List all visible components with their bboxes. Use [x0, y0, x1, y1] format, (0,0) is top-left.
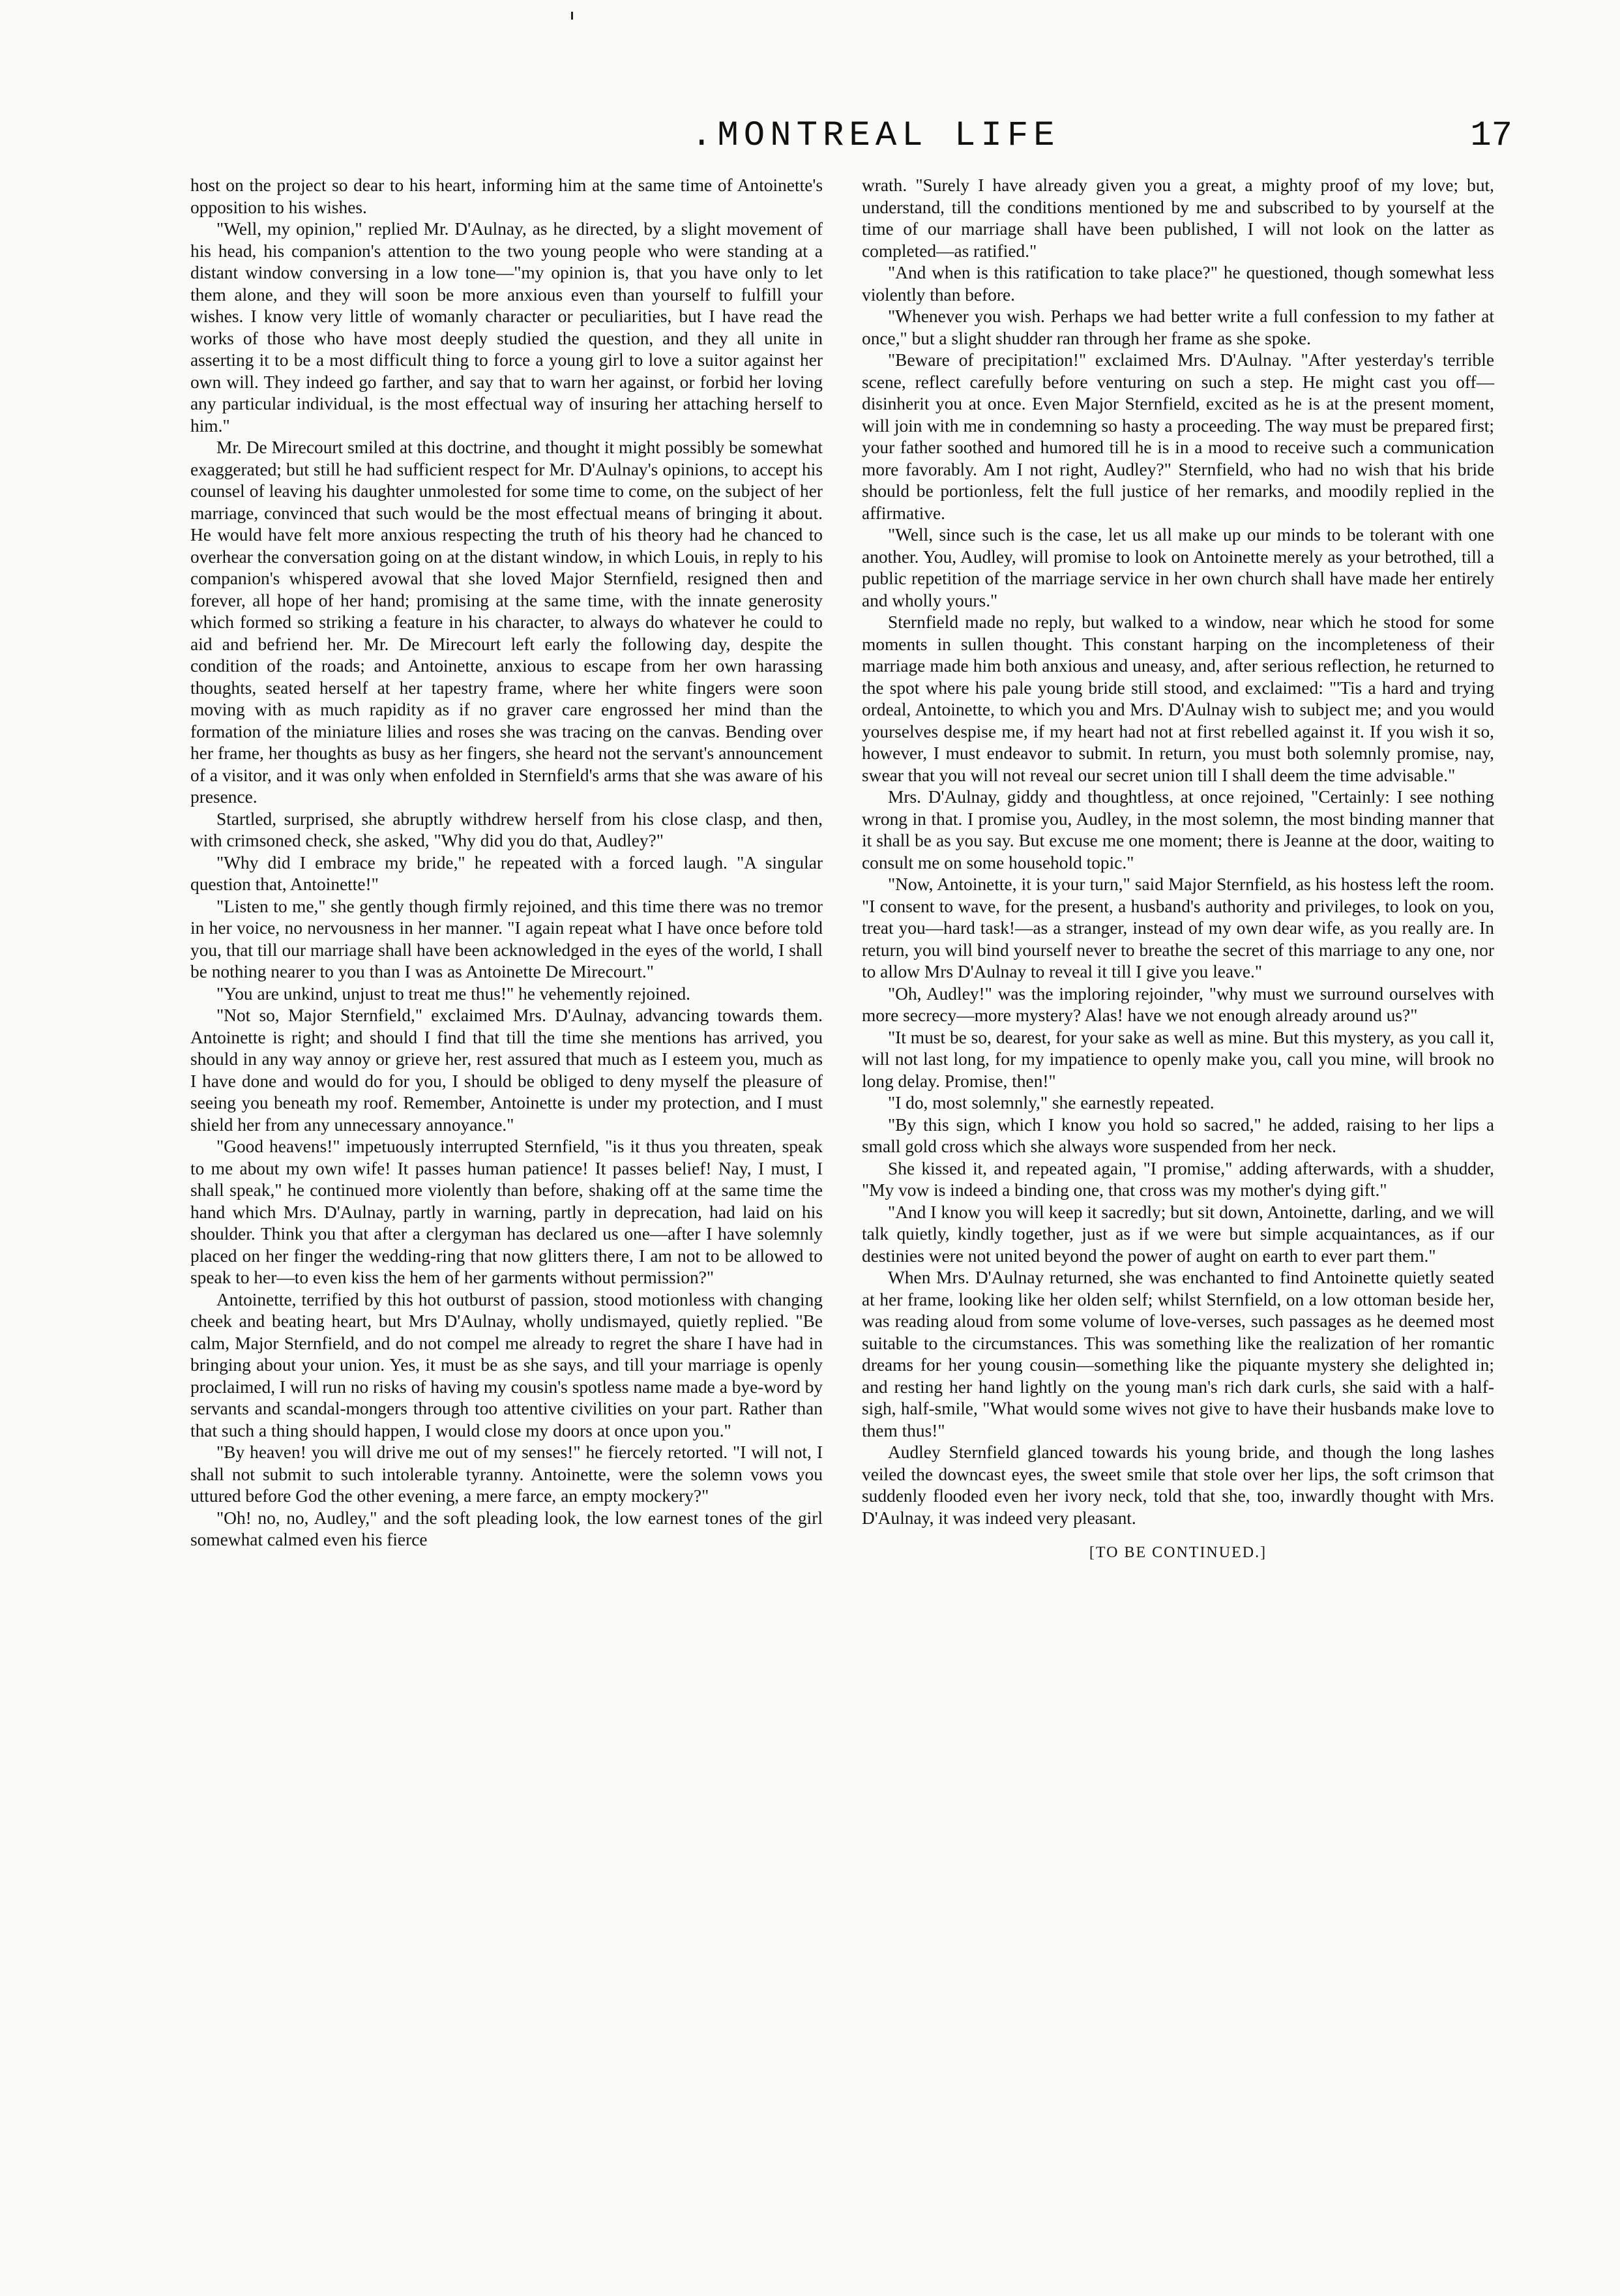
paragraph: wrath. "Surely I have already given you a great, a mighty proof of my love; but, understand, till the conditions mentioned by me and subscribed to by yourself at the time of our marriage shall have been published, I will not look on the latter as completed—as ratified."	[862, 175, 1494, 261]
paragraph: "You are unkind, unjust to treat me thus!" he vehemently rejoined.	[216, 983, 691, 1004]
paragraph: Antoinette, terrified by this hot outburst of passion, stood motionless with changing cheek and beating heart, but Mrs D'Aulnay, wholly undismayed, quietly replied. "Be calm, Major Sternfield, and do not compel me already to regret the share I have had in bringing about your union. Yes, it must be as she says, and till your marriage is openly proclaimed, I will run no risks of having my cousin's spotless name made a bye-word by servants and scandal-mongers through too attentive civilities on your part. Rather than that such a thing should happen, I would close my doors at once upon you."	[190, 1289, 823, 1440]
paragraph: "Beware of precipitation!" exclaimed Mrs. D'Aulnay. "After yesterday's terrible scene, reflect carefully before venturing on such a step. He might cast you off—disinherit you at once. Even Major Sternfield, excited as he is at the present moment, will join with me in condemning so hasty a proceeding. The way must be prepared first; your father soothed and humored till he is in a mood to receive such a communication more favorably. Am I not right, Audley?" Sternfield, who had no wish that his bride should be portionless, felt the full justice of her remarks, and moodily replied in the affirmative.	[862, 350, 1494, 523]
paragraph: Startled, surprised, she abruptly withdrew herself from his close clasp, and then, with crimsoned check, she asked, "Why did you do that, Audley?"	[190, 809, 823, 850]
paragraph: "And when is this ratification to take place?" he questioned, though somewhat less violently than before.	[862, 263, 1494, 305]
paragraph: "Why did I embrace my bride," he repeated with a forced laugh. "A singular question that, Antoinette!"	[190, 852, 823, 894]
continued-note: [TO BE CONTINUED.]	[1089, 1544, 1267, 1561]
paragraph: "I do, most solemnly," she earnestly repeated.	[888, 1093, 1215, 1112]
paragraph: "Well, my opinion," replied Mr. D'Aulnay, as he directed, by a slight movement of his head, his companion's attention to the two young people who were standing at a distant window conversing in a low tone—"my opinion is, that you have only to let them alone, and they will soon be more anxious even than yourself to fulfill your wishes. I know very little of womanly character or peculiarities, but I have read the works of those who have most deeply studied the question, and they all unite in asserting it to be a most difficult thing to force a young girl to love a suitor against her own will. They indeed go farther, and say that to warn her against, or forbid her loving any particular individual, is the most effectual way of insuring her attaching herself to him."	[190, 219, 823, 436]
paragraph: Audley Sternfield glanced towards his young bride, and though the long lashes veiled the downcast eyes, the sweet smile that stole over her lips, the soft crimson that suddenly flooded even her ivory neck, told that she, too, inwardly thought with Mrs. D'Aulnay, it was indeed very pleasant.	[862, 1442, 1494, 1528]
paragraph: "By this sign, which I know you hold so sacred," he added, raising to her lips a small gold cross which she always wore suspended from her neck.	[862, 1114, 1494, 1156]
paragraph: Mr. De Mirecourt smiled at this doctrine, and thought it might possibly be somewhat exaggerated; but still he had sufficient respect for Mr. D'Aulnay's opinions, to accept his counsel of leaving his daughter unmolested for some time to come, on the subject of her marriage, convinced that such would be the most effectual means of bringing it about. He would have felt more anxious respecting the truth of his theory had he chanced to overhear the conversation going on at the distant window, in which Louis, in reply to his companion's whispered avowal that she loved Major Sternfield, resigned then and forever, all hope of her hand; promising at the same time, with the innate generosity which formed so striking a feature in his character, to always do whatever he could to aid and befriend her. Mr. De Mirecourt left early the following day, despite the condition of the roads; and Antoinette, anxious to escape from her own harassing thoughts, seated herself at her tapestry frame, where her white fingers were soon moving with as much rapidity as if no graver care engrossed her mind than the formation of the miniature lilies and roses she was tracing on the canvas. Bending over her frame, her thoughts as busy as her fingers, she heard not the servant's announcement of a visitor, and it was only when enfolded in Sternfield's arms that she was aware of his presence.	[190, 438, 823, 807]
paragraph: "By heaven! you will drive me out of my senses!" he fiercely retorted. "I will not, I shall not submit to such intolerable tyranny. Antoinette, were the solemn vows you uttured before God the other evening, a mere farce, an empty mockery?"	[190, 1442, 823, 1506]
right-column	[862, 175, 1494, 1564]
paragraph: "Oh! no, no, Audley," and the soft pleading look, the low earnest tones of the girl somewhat calmed even his fierce	[190, 1508, 823, 1549]
left-column	[190, 175, 823, 1551]
paragraph: "It must be so, dearest, for your sake as well as mine. But this mystery, as you call it, will not last long, for my impatience to openly make you, call you mine, will brook no long delay. Promise, then!"	[862, 1027, 1494, 1091]
running-head: .MONTREAL LIFE	[691, 116, 1060, 156]
paragraph: "Oh, Audley!" was the imploring rejoinder, "why must we surround ourselves with more secrecy—more mystery? Alas! have we not enough already around us?"	[862, 983, 1494, 1025]
paragraph: "Whenever you wish. Perhaps we had better write a full confession to my father at once," but a slight shudder ran through her frame as she spoke.	[862, 306, 1494, 348]
paragraph: "Well, since such is the case, let us all make up our minds to be tolerant with one another. You, Audley, will promise to look on Antoinette merely as your betrothed, till a public repetition of the marriage service in her own church shall have made her entirely and wholly yours."	[862, 525, 1494, 610]
paragraph: host on the project so dear to his heart, informing him at the same time of Antoinette's opposition to his wishes.	[190, 175, 823, 217]
page-header	[189, 116, 1512, 162]
paragraph: She kissed it, and repeated again, "I promise," adding afterwards, with a shudder, "My vow is indeed a binding one, that cross was my mother's dying gift."	[862, 1158, 1494, 1200]
paragraph: Mrs. D'Aulnay, giddy and thoughtless, at once rejoined, "Certainly: I see nothing wrong in that. I promise you, Audley, in the most solemn, the most binding manner that it shall be as you say. But excuse me one moment; there is Jeanne at the door, waiting to consult me on some household topic."	[862, 787, 1494, 872]
paragraph: "Not so, Major Sternfield," exclaimed Mrs. D'Aulnay, advancing towards them. Antoinette is right; and should I find that till the time she mentions has arrived, you should in any way annoy or grieve her, rest assured that much as I esteem you, much as I have done and would do for you, I should be obliged to deny myself the pleasure of seeing you beneath my roof. Remember, Antoinette is under my protection, and I must shield her from any unnecessary annoyance."	[190, 1006, 823, 1135]
paragraph: "Good heavens!" impetuously interrupted Sternfield, "is it thus you threaten, speak to me about my own wife! It passes human patience! It passes belief! Nay, I must, I shall speak," he continued more violently than before, shaking off at the same time the hand which Mrs. D'Aulnay, partly in warning, partly in deprecation, had laid on his shoulder. Think you that after a clergyman has declared us one—after I have solemnly placed on her finger the wedding-ring that now glitters there, I am not to be allowed to speak to her—to even kiss the hem of her garments without permission?"	[190, 1137, 823, 1287]
paragraph: "Now, Antoinette, it is your turn," said Major Sternfield, as his hostess left the room. "I consent to wave, for the present, a husband's authority and privileges, to look on you, treat you—hard task!—as a stranger, instead of my own dear wife, as you really are. In return, you will bind yourself never to breathe the secret of this marriage to any one, nor to allow Mrs D'Aulnay to reveal it till I give you leave."	[862, 874, 1494, 981]
paragraph: "Listen to me," she gently though firmly rejoined, and this time there was no tremor in her voice, no nervousness in her manner. "I again repeat what I have once before told you, that till our marriage shall have been acknowledged in the eyes of the world, I shall be nothing nearer to you than I was as Antoinette De Mirecourt."	[190, 896, 823, 981]
paragraph: "And I know you will keep it sacredly; but sit down, Antoinette, darling, and we will talk quietly, kindly together, just as if we were but simple acquaintances, as if our destinies were not united beyond the power of aught on earth to ever part them."	[862, 1202, 1494, 1266]
paragraph: When Mrs. D'Aulnay returned, she was enchanted to find Antoinette quietly seated at her frame, looking like her olden self; whilst Sternfield, on a low ottoman beside her, was reading aloud from some volume of love-verses, such passages as he deemed most suitable to the circumstances. This was something like the realization of her romantic dreams for her young cousin—something like the piquante mystery she delighted in; and resting her hand lightly on the young man's rich dark curls, she said with a half-sigh, half-smile, "What would some wives not give to have their husbands make love to them thus!"	[862, 1268, 1494, 1440]
page-number: 17	[1470, 116, 1512, 156]
print-mark	[571, 12, 573, 20]
paragraph: Sternfield made no reply, but walked to a window, near which he stood for some moments in sullen thought. This constant harping on the incompleteness of their marriage made him both anxious and uneasy, and, after serious reflection, he returned to the spot where his pale young bride still stood, and exclaimed: "'Tis a hard and trying ordeal, Antoinette, to which you and Mrs. D'Aulnay wish to subject me; and you would yourselves despise me, if my heart had not at first rebelled against it. If you wish it so, however, I must endeavor to submit. In return, you must both solemnly promise, nay, swear that you will not reveal our secret union till I shall deem the time advisable."	[862, 612, 1494, 785]
